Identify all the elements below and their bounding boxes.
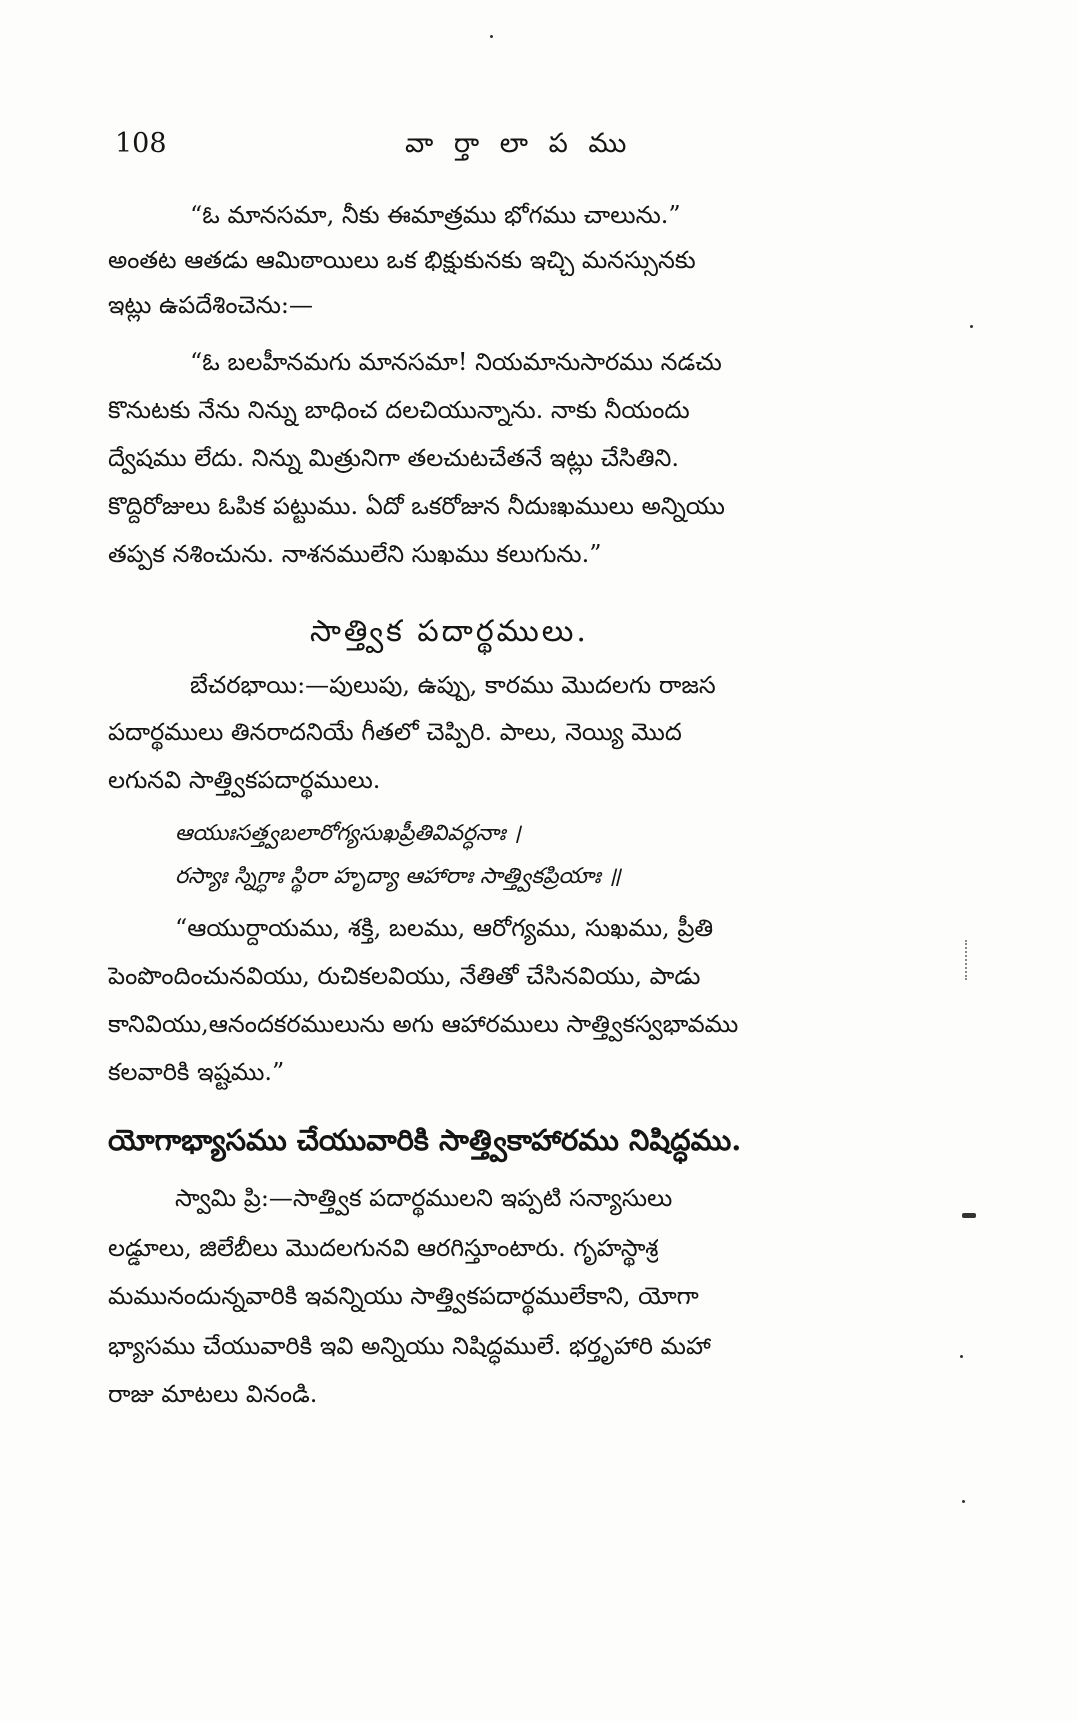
text-line: “ఓ మానసమా, నీకు ఈమాత్రము భోగము చాలును.”	[190, 201, 681, 229]
text-line: భ్యాసము చేయువారికి ఇవి అన్నియు నిషిద్ధములే. భర్తృహారి మహా	[108, 1332, 711, 1360]
scan-speck	[490, 35, 493, 38]
text-line: స్వామి ప్రి:—సాత్త్విక పదార్థములని ఇప్పటి సన్యాసులు	[175, 1184, 673, 1212]
verse-line: ఆయుఃసత్త్వబలారోగ్యసుఖప్రీతివివర్ధనాః ।	[175, 821, 521, 846]
section-title: సాత్త్విక పదార్థములు.	[310, 614, 589, 649]
page-number: 108	[115, 128, 167, 159]
text-line: తప్పక నశించును. నాశనములేని సుఖము కలుగును.”	[108, 540, 602, 568]
scan-speck	[962, 1500, 965, 1503]
text-line: ద్వేషము లేదు. నిన్ను మిత్రునిగా తలచుటచేతనే ఇట్లు చేసితిని.	[108, 444, 680, 472]
text-line: లగునవి సాత్త్వికపదార్థములు.	[108, 766, 381, 794]
text-line: పదార్థములు తినరాదనియే గీతలో చెప్పిరి. పాలు, నెయ్యి మొద	[108, 718, 682, 746]
running-title: వా ర్తా లా ప ము	[405, 128, 633, 159]
text-line: “ఆయుర్దాయము, శక్తి, బలము, ఆరోగ్యము, సుఖము, ప్రీతి	[175, 914, 714, 942]
text-line: కొనుటకు నేను నిన్ను బాధించ దలచియున్నాను. నాకు నీయందు	[108, 396, 690, 424]
text-line: రాజు మాటలు వినండి.	[108, 1380, 318, 1408]
text-line: కానివియు,ఆనందకరములును అగు ఆహారములు సాత్త్వికస్వభావము	[108, 1010, 739, 1038]
section-title: యోగాభ్యాసము చేయువారికి సాత్త్వికాహారము నిషిద్ధము.	[108, 1123, 742, 1157]
verse-line: రస్యాః స్నిగ్ధాః స్థిరా హృద్యా ఆహారాః సాత్త్వికప్రియాః ॥	[175, 864, 621, 889]
scan-speck	[960, 1355, 963, 1358]
text-line: పెంపొందించునవియు, రుచికలవియు, నేతితో చేసినవియు, పాడు	[108, 962, 701, 990]
text-line: అంతట ఆతడు ఆమిఠాయిలు ఒక భిక్షుకునకు ఇచ్చి మనస్సునకు	[108, 246, 696, 274]
scan-speck	[962, 1213, 976, 1218]
text-line: “ఓ బలహీనమగు మానసమా! నియమానుసారము నడచు	[190, 348, 722, 376]
text-line: ఇట్లు ఉపదేశించెను:—	[108, 291, 314, 319]
text-line: మమునందున్నవారికి ఇవన్నియు సాత్త్వికపదార్థములేకాని, యోగా	[108, 1282, 699, 1310]
scan-speck	[970, 325, 973, 328]
scan-dotted-mark	[965, 940, 969, 980]
page-header	[115, 128, 935, 178]
text-line: కలవారికి ఇష్టము.”	[108, 1058, 285, 1086]
text-line: బేచరభాయి:—పులుపు, ఉప్పు, కారము మొదలగు రాజస	[190, 671, 716, 699]
text-line: కొద్దిరోజులు ఓపిక పట్టుము. ఏదో ఒకరోజున నీదుఃఖములు అన్నియు	[108, 492, 725, 520]
text-line: లడ్డూలు, జిలేబీలు మొదలగునవి ఆరగిస్తూంటారు. గృహస్థాశ్ర	[108, 1234, 659, 1262]
